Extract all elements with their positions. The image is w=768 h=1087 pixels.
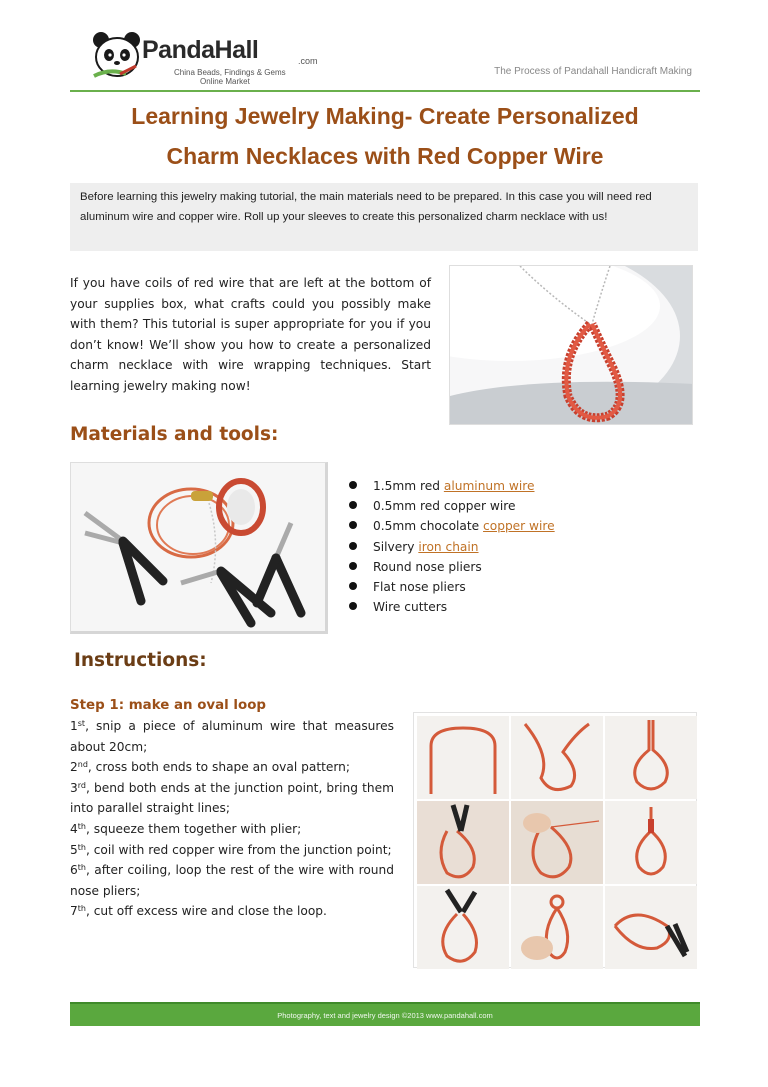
title-line-2: Charm Necklaces with Red Copper Wire	[166, 143, 604, 169]
step-photo-round-nose-loop	[417, 886, 509, 969]
step-line: 6th, after coiling, loop the rest of the wire with round nose pliers;	[70, 863, 394, 898]
step-line: 2nd, cross both ends to shape an oval pattern;	[70, 760, 351, 775]
page-header	[70, 28, 700, 90]
step-1-list	[70, 716, 394, 922]
finished-necklace-photo	[449, 265, 693, 425]
logo-tagline: China Beads, Findings & Gems	[174, 68, 286, 77]
intro-summary: Before learning this jewelry making tutorial, the main materials need to be prepared. In this case you will need red aluminum wire and copper wire. Roll up your sleeves to create this personalized charm necklace with us!	[70, 183, 698, 251]
step-photo-bent-wire	[417, 716, 509, 799]
logo-tagline-sub: Online Market	[200, 77, 250, 86]
copper-wire-link[interactable]: copper wire	[483, 519, 555, 534]
step-photo-cut-wire	[605, 886, 697, 969]
step-photo-small-loop	[511, 886, 603, 969]
bullet-icon	[349, 542, 357, 550]
step-1-heading: Step 1: make an oval loop	[70, 698, 267, 713]
intro-paragraph: If you have coils of red wire that are left at the bottom of your supplies box, what crafts could you possibly make with them? This tutorial is super appropriate for you if you don’t know! We’ll show you how to create a personalized charm necklace with wire wrapping techniques. Start learning jewelry making now!	[70, 276, 431, 393]
header-tagline: The Process of Pandahall Handicraft Making	[494, 66, 692, 77]
step-line: 5th, coil with red copper wire from the junction point;	[70, 842, 392, 857]
materials-photo	[70, 462, 328, 634]
iron-chain-link[interactable]: iron chain	[418, 539, 479, 554]
materials-heading: Materials and tools:	[70, 424, 279, 445]
header-divider	[70, 90, 700, 92]
bullet-icon	[349, 602, 357, 610]
step-photo-parallel-ends	[605, 716, 697, 799]
step-photo-coiling	[511, 801, 603, 884]
materials-illustration	[71, 463, 326, 632]
step-line: 7th, cut off excess wire and close the loop.	[70, 904, 327, 919]
bullet-icon	[349, 501, 357, 509]
page-title	[70, 96, 700, 176]
footer-credit: Photography, text and jewelry design ©2013 www.pandahall.com	[277, 1011, 493, 1020]
panda-icon	[90, 30, 144, 82]
bullet-icon	[349, 481, 357, 489]
page-footer	[70, 1002, 700, 1026]
material-item-red-copper-wire: 0.5mm red copper wire	[343, 496, 593, 516]
step-1-photo-grid	[413, 712, 697, 968]
materials-list	[343, 476, 593, 617]
aluminum-wire-link[interactable]: aluminum wire	[443, 479, 535, 493]
material-item-flat-nose-pliers: Flat nose pliers	[343, 577, 593, 597]
title-line-1: Learning Jewelry Making- Create Personalized	[131, 103, 639, 129]
material-item-wire-cutters: Wire cutters	[343, 597, 593, 617]
step-photo-squeeze-pliers	[417, 801, 509, 884]
bullet-icon	[349, 521, 357, 529]
material-item-chocolate-copper-wire: 0.5mm chocolate copper wire	[343, 516, 593, 536]
logo-wordmark: PandaHall	[142, 36, 259, 64]
necklace-illustration	[450, 266, 693, 425]
material-item-round-nose-pliers: Round nose pliers	[343, 557, 593, 577]
step-line: 1st, snip a piece of aluminum wire that measures about 20cm;	[70, 719, 394, 754]
instructions-heading: Instructions:	[74, 650, 207, 671]
bullet-icon	[349, 562, 357, 570]
bullet-icon	[349, 582, 357, 590]
logo-domain-suffix: .com	[298, 56, 318, 66]
pandahall-logo[interactable]	[90, 28, 350, 88]
step-photo-crossed-loop	[511, 716, 603, 799]
step-line: 4th, squeeze them together with plier;	[70, 821, 302, 836]
step-photo-coiled-loop	[605, 801, 697, 884]
material-item-iron-chain: Silvery iron chain	[343, 537, 593, 557]
material-item-aluminum-wire: 1.5mm red aluminum wire	[343, 476, 593, 496]
step-line: 3rd, bend both ends at the junction point, bring them into parallel straight lines;	[70, 780, 394, 816]
